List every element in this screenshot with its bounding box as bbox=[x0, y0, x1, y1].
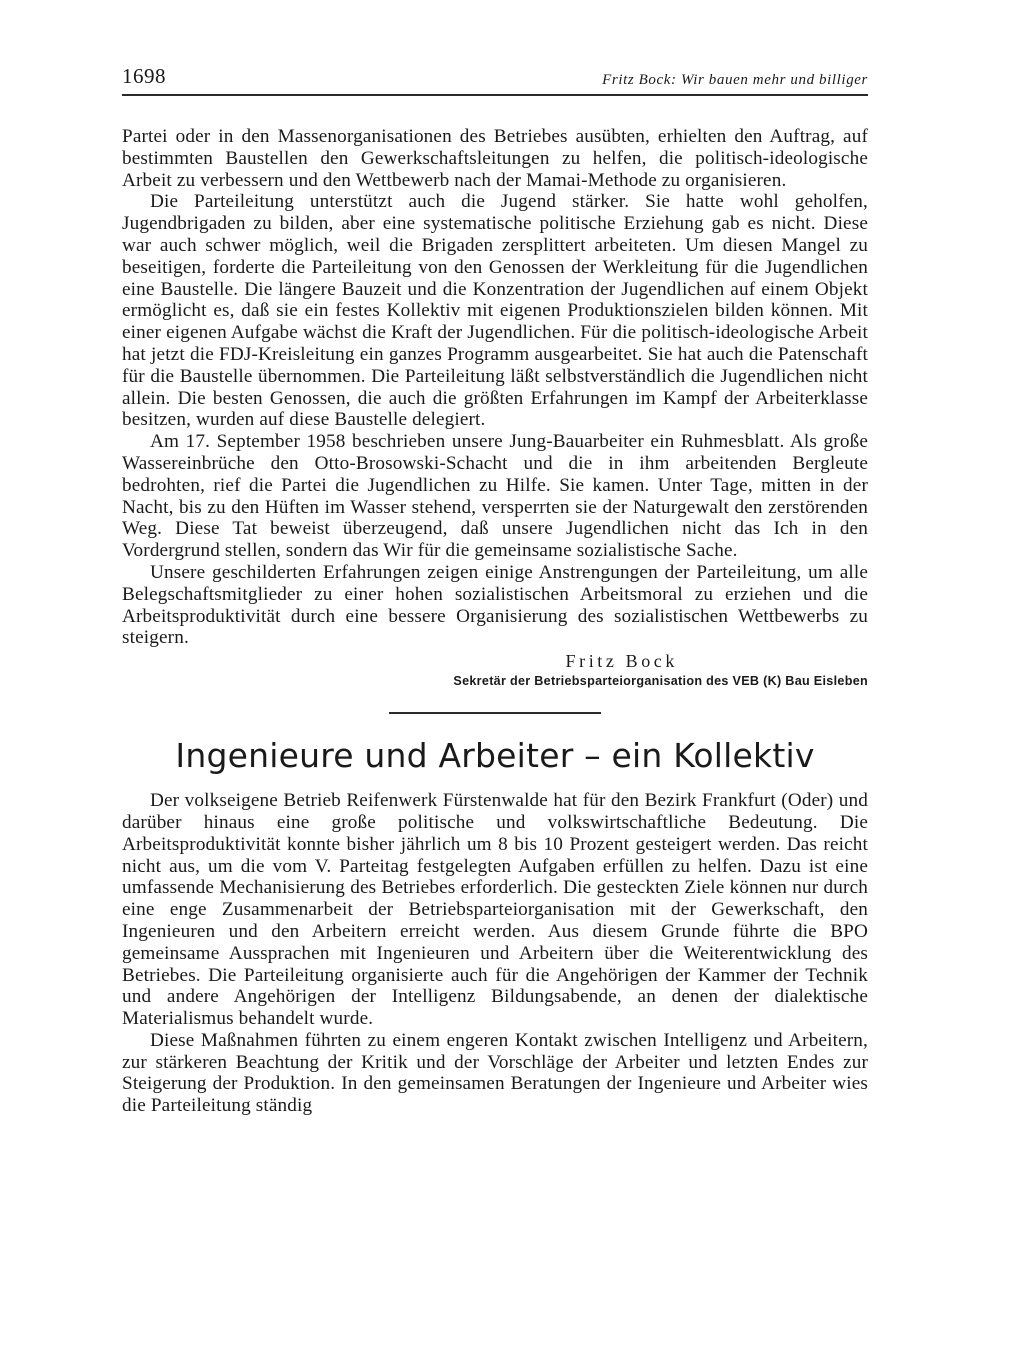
author-signature: Fritz Bock bbox=[565, 651, 678, 672]
article-continuation bbox=[122, 126, 868, 690]
paragraph: Partei oder in den Massenorganisationen des Betriebes ausübten, erhielten den Auftrag, auf bestimmten Baustellen den Gewerkschaftsleitungen zu helfen, die politisch-ideologische Arbeit zu verbessern und den Wettbewerb nach der Mamai-Methode zu organisieren. bbox=[122, 126, 868, 191]
paragraph: Am 17. September 1958 beschrieben unsere Jung-Bauarbeiter ein Ruhmesblatt. Als große Wassereinbrüche den Otto-Brosowski-Schacht und die in ihm arbeitenden Bergleute bedrohten, rief die Partei die Jugendlichen zu Hilfe. Sie kamen. Unter Tage, mitten in der Nacht, bis zu den Hüften im Wasser stehend, versperrten sie der Naturgewalt den zerstörenden Weg. Diese Tat beweist überzeugend, daß unsere Jugendlichen nicht das Ich in den Vordergrund stellen, sondern das Wir für die gemeinsame sozialistische Sache. bbox=[122, 431, 868, 562]
article-title: Ingenieure und Arbeiter – ein Kollektiv bbox=[175, 736, 815, 776]
running-title: Fritz Bock: Wir bauen mehr und billiger bbox=[602, 72, 868, 88]
running-header bbox=[122, 60, 868, 96]
section-divider bbox=[389, 712, 601, 714]
page-number: 1698 bbox=[122, 64, 166, 88]
paragraph: Die Parteileitung unterstützt auch die Jugend stärker. Sie hatte wohl geholfen, Jugendbrigaden zu bilden, aber eine systematische politische Erziehung gab es nicht. Diese war auch schwer möglich, weil die Brigaden zersplittert arbeiteten. Um diesen Mangel zu beseitigen, forderte die Parteileitung von den Genossen der Werkleitung für die Jugendlichen eine Baustelle. Die längere Bauzeit und die Konzentration der Jugendlichen auf einem Objekt ermöglicht es, daß sie ein festes Kollektiv mit eigenen Produktionszielen bilden können. Mit einer eigenen Aufgabe wächst die Kraft der Jugendlichen. Für die politisch-ideologische Arbeit hat jetzt die FDJ-Kreisleitung ein ganzes Programm ausgearbeitet. Sie hat auch die Patenschaft für die Baustelle übernommen. Die Parteileitung läßt selbstverständlich die Jugendlichen nicht allein. Die besten Genossen, die auch die größten Erfahrungen im Kampf der Arbeiterklasse besitzen, wurden auf diese Baustelle delegiert. bbox=[122, 191, 868, 431]
paragraph: Der volkseigene Betrieb Reifenwerk Fürstenwalde hat für den Bezirk Frankfurt (Oder) und darüber hinaus eine große politische und volkswirtschaftliche Bedeutung. Die Arbeitsproduktivität konnte bisher jährlich um 8 bis 10 Prozent gesteigert werden. Das reicht nicht aus, um die vom V. Parteitag festgelegten Aufgaben erfüllen zu helfen. Dazu ist eine umfassende Mechanisierung des Betriebes erforderlich. Die gesteckten Ziele können nur durch eine enge Zusammenarbeit der Betriebsparteiorganisation mit der Gewerkschaft, den Ingenieuren und den Arbeitern erreicht werden. Aus diesem Grunde führte die BPO gemeinsame Aussprachen mit Ingenieuren und Arbeitern über die Weiterentwicklung des Betriebes. Die Parteileitung organisierte auch für die Angehörigen der Kammer der Technik und andere Angehörigen der Intelligenz Bildungsabende, an denen der dialektische Materialismus behandelt wurde. bbox=[122, 790, 868, 1030]
paragraph: Unsere geschilderten Erfahrungen zeigen einige Anstrengungen der Parteileitung, um alle Belegschaftsmitglieder zu einer hohen sozialistischen Arbeitsmoral zu erziehen und die Arbeitsproduktivität durch eine bessere Organisierung des sozialistischen Wettbewerbs zu steigern. bbox=[122, 561, 868, 649]
author-role: Sekretär der Betriebsparteiorganisation des VEB (K) Bau Eisleben bbox=[453, 674, 868, 689]
document-page bbox=[122, 60, 868, 1117]
article-body bbox=[122, 790, 868, 1117]
paragraph: Diese Maßnahmen führten zu einem engeren Kontakt zwischen Intelligenz und Arbeitern, zur stärkeren Beachtung der Kritik und der Vorschläge der Arbeiter und letzten Endes zur Steigerung der Produktion. In den gemeinsamen Beratungen der Ingenieure und Arbeiter wies die Parteileitung ständig bbox=[122, 1029, 868, 1117]
